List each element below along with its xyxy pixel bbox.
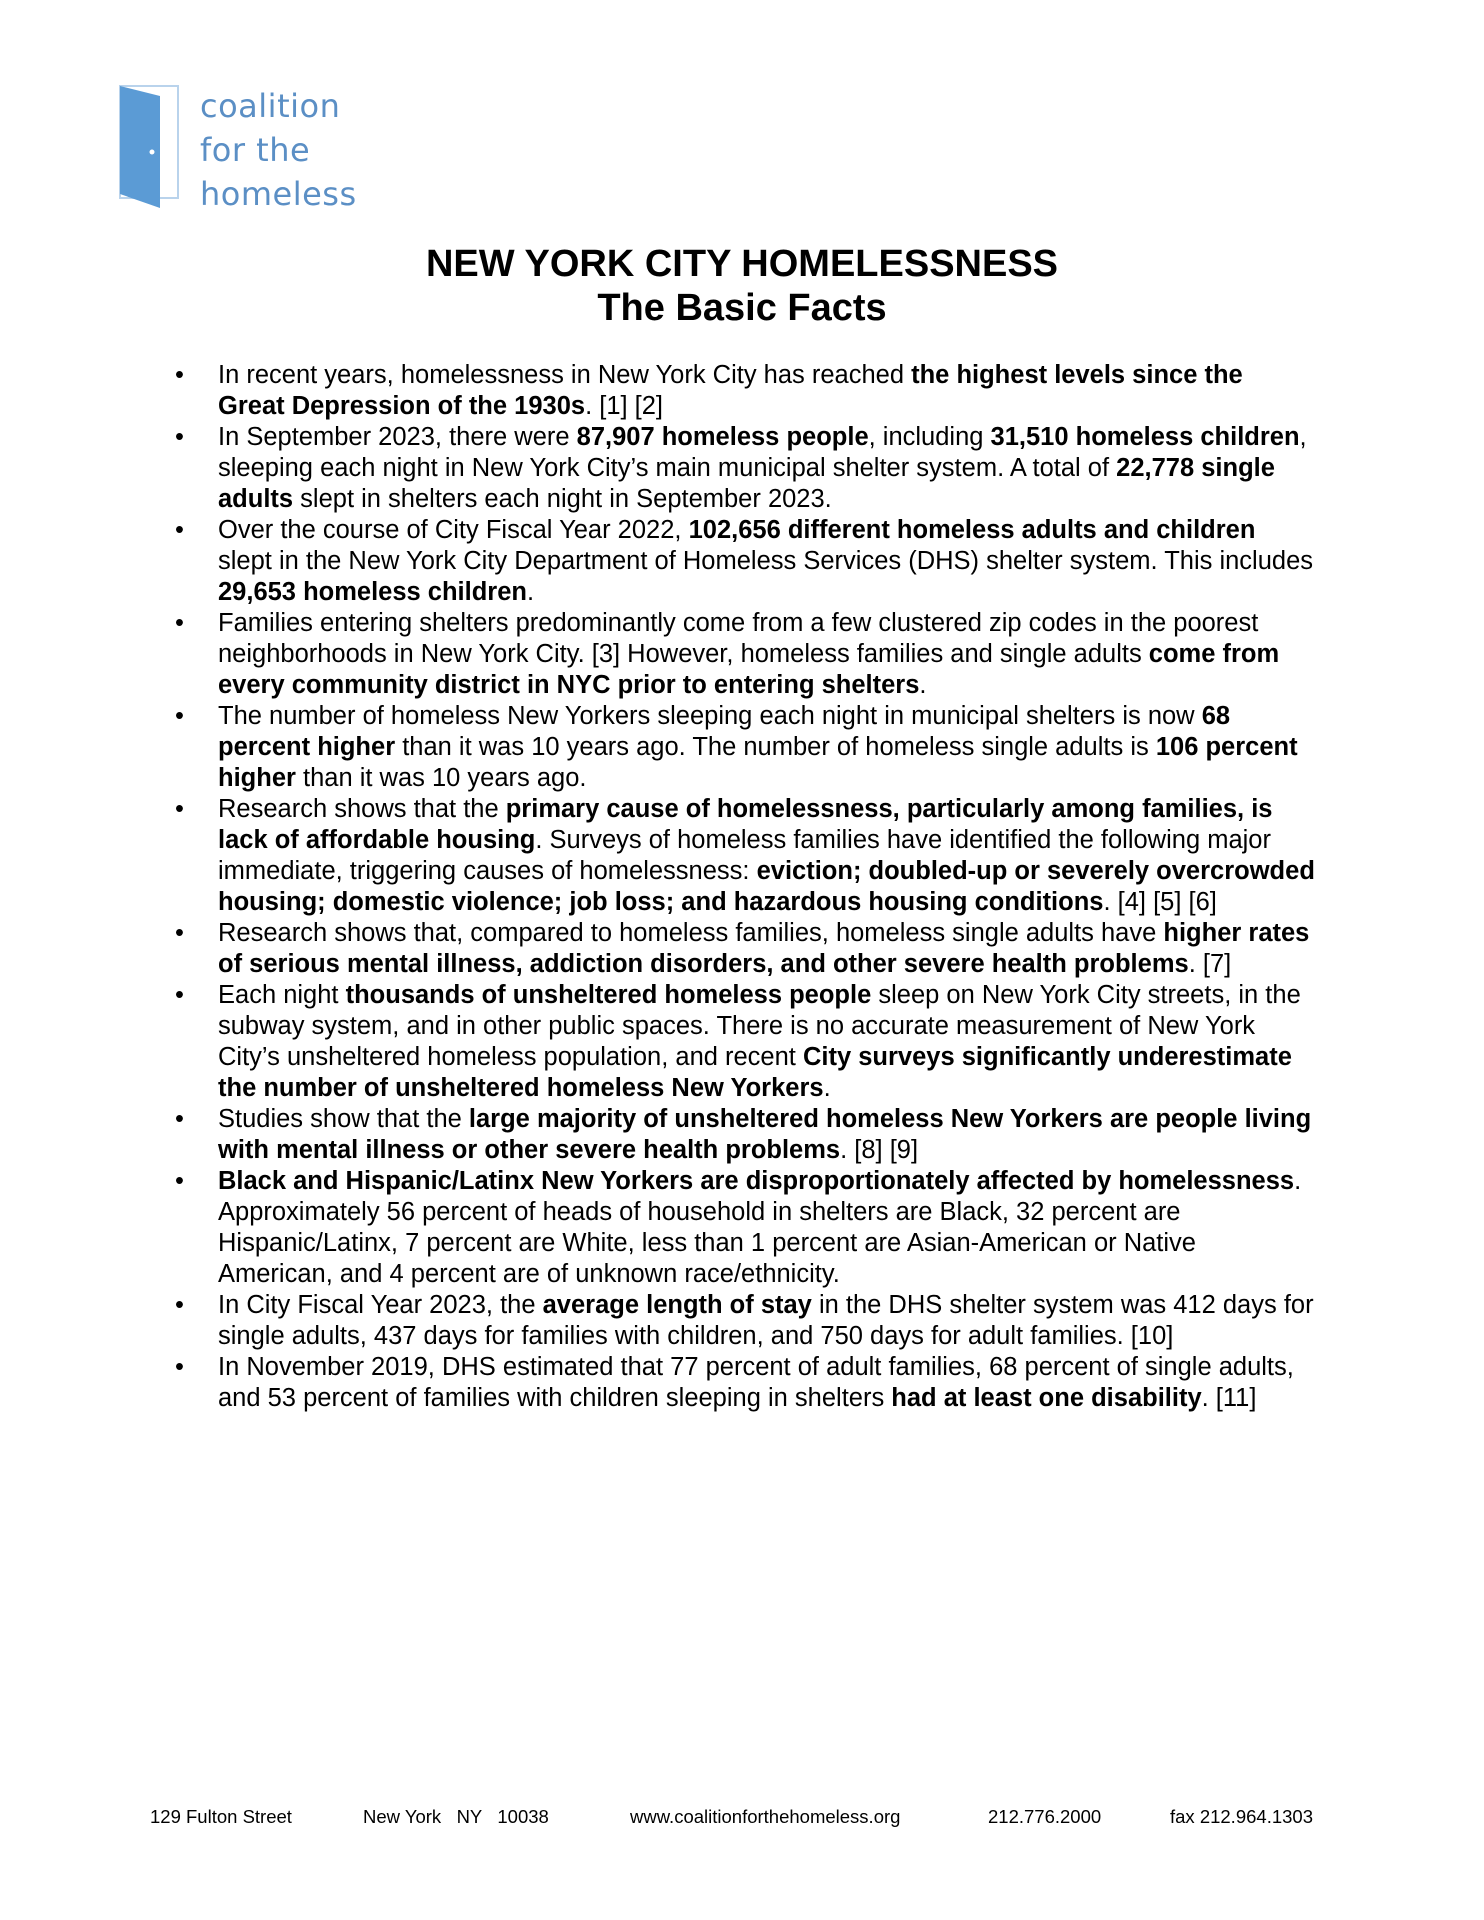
fact-text: In recent years, homelessness in New York City has reached (218, 361, 912, 389)
fact-emphasis: the highest levels since the Great Depression of the 1930s (218, 361, 1243, 420)
fact-emphasis: City surveys significantly underestimate the number of unsheltered homeless New Yorkers (218, 1043, 1292, 1102)
fact-text: , sleeping each night in New York City’s main municipal shelter system. A total of (218, 423, 1307, 482)
fact-item (175, 515, 1315, 608)
fact-emphasis: higher rates of serious mental illness, addiction disorders, and other severe health problems (218, 919, 1310, 978)
fact-emphasis: primary cause of homelessness, particularly among families, is lack of affordable housing (218, 795, 1273, 854)
fact-emphasis: large majority of unsheltered homeless New Yorkers are people living with mental illness or other severe health problems (218, 1105, 1312, 1164)
fact-text: slept in the New York City Department of Homeless Services (DHS) shelter system. This includes (218, 547, 1314, 575)
footer-city: New York NY 10038 (363, 1806, 549, 1827)
door-icon (118, 84, 190, 210)
fact-emphasis: 102,656 different homeless adults and children (688, 516, 1256, 544)
fact-emphasis: Black and Hispanic/Latinx New Yorkers are disproportionately affected by homelessness (218, 1167, 1295, 1195)
fact-text: Studies show that the (218, 1105, 469, 1133)
fact-item (175, 794, 1315, 918)
fact-text: . Approximately 56 percent of heads of household in shelters are Black, 32 percent are Hispanic/Latinx, 7 percent are White, less than 1 percent are Asian-American or Native American, and 4 percent are of unknown race/ethnicity. (218, 1167, 1302, 1288)
logo-wordmark (200, 84, 357, 216)
logo-line: coalition (200, 87, 341, 125)
fact-text: Research shows that, compared to homeless families, homeless single adults have (218, 919, 1164, 947)
fact-emphasis: eviction; doubled-up or severely overcrowded housing; domestic violence; job loss; and hazardous housing conditions (218, 857, 1315, 916)
fact-text: . (919, 671, 927, 699)
fact-item (175, 422, 1315, 515)
fact-text: Research shows that the (218, 795, 506, 823)
facts-list (175, 360, 1315, 1414)
fact-item (175, 608, 1315, 701)
fact-item (175, 980, 1315, 1104)
fact-emphasis: average length of stay (542, 1291, 812, 1319)
fact-text: . Surveys of homeless families have identified the following major immediate, triggering causes of homelessness: (218, 826, 1271, 885)
fact-emphasis: 106 percent higher (218, 733, 1298, 792)
fact-item (175, 360, 1315, 422)
fact-emphasis: come from every community district in NYC prior to entering shelters (218, 640, 1280, 699)
subtitle: The Basic Facts (597, 287, 887, 329)
fact-text: In City Fiscal Year 2023, the (218, 1291, 543, 1319)
fact-text: sleep on New York City streets, in the subway system, and in other public spaces. There is no accurate measurement of New York City’s unsheltered homeless population, and recent (218, 981, 1301, 1071)
fact-text: . [8] [9] (840, 1136, 919, 1164)
footer-website[interactable]: www.coalitionforthehomeless.org (630, 1806, 901, 1827)
organization-logo (118, 84, 358, 224)
logo-line: homeless (200, 175, 357, 213)
fact-emphasis: 29,653 homeless children (218, 578, 527, 606)
footer-phone: 212.776.2000 (988, 1806, 1102, 1827)
fact-text: In November 2019, DHS estimated that 77 percent of adult families, 68 percent of single adults, and 53 percent of families with children sleeping in shelters (218, 1353, 1294, 1412)
fact-text: . (527, 578, 535, 606)
fact-text: , including (868, 423, 991, 451)
document-title (0, 242, 1484, 330)
fact-text: . [7] (1188, 950, 1232, 978)
fact-emphasis: 87,907 homeless people (576, 423, 869, 451)
fact-item (175, 918, 1315, 980)
fact-text: than it was 10 years ago. (295, 764, 587, 792)
fact-emphasis: 22,778 single adults (218, 454, 1275, 513)
fact-emphasis: 31,510 homeless children (990, 423, 1300, 451)
fact-item (175, 1290, 1315, 1352)
fact-text: . [1] [2] (585, 392, 664, 420)
fact-emphasis: 68 percent higher (218, 702, 1231, 761)
fact-text: in the DHS shelter system was 412 days for single adults, 437 days for families with children, and 750 days for adult families. [10] (218, 1291, 1314, 1350)
fact-item (175, 1352, 1315, 1414)
logo-line: for the (200, 131, 311, 169)
fact-text: . [11] (1201, 1384, 1257, 1412)
title-line-1: NEW YORK CITY HOMELESSNESS (425, 243, 1059, 285)
fact-text: slept in shelters each night in September 2023. (293, 485, 832, 513)
fact-text: . (823, 1074, 831, 1102)
fact-item (175, 1166, 1315, 1290)
fact-item (175, 1104, 1315, 1166)
fact-emphasis: thousands of unsheltered homeless people (345, 981, 872, 1009)
fact-text: Families entering shelters predominantly come from a few clustered zip codes in the poorest neighborhoods in New York City. [3] However, homeless families and single adults (218, 609, 1259, 668)
fact-item (175, 701, 1315, 794)
fact-text: The number of homeless New Yorkers sleeping each night in municipal shelters is now (218, 702, 1202, 730)
fact-text: than it was 10 years ago. The number of homeless single adults is (395, 733, 1156, 761)
fact-text: Over the course of City Fiscal Year 2022, (218, 516, 689, 544)
footer-fax: fax 212.964.1303 (1170, 1806, 1313, 1827)
fact-text: Each night (218, 981, 346, 1009)
fact-text: . [4] [5] [6] (1103, 888, 1217, 916)
fact-emphasis: had at least one disability (891, 1384, 1202, 1412)
fact-text: In September 2023, there were (218, 423, 577, 451)
footer-street: 129 Fulton Street (150, 1806, 292, 1827)
